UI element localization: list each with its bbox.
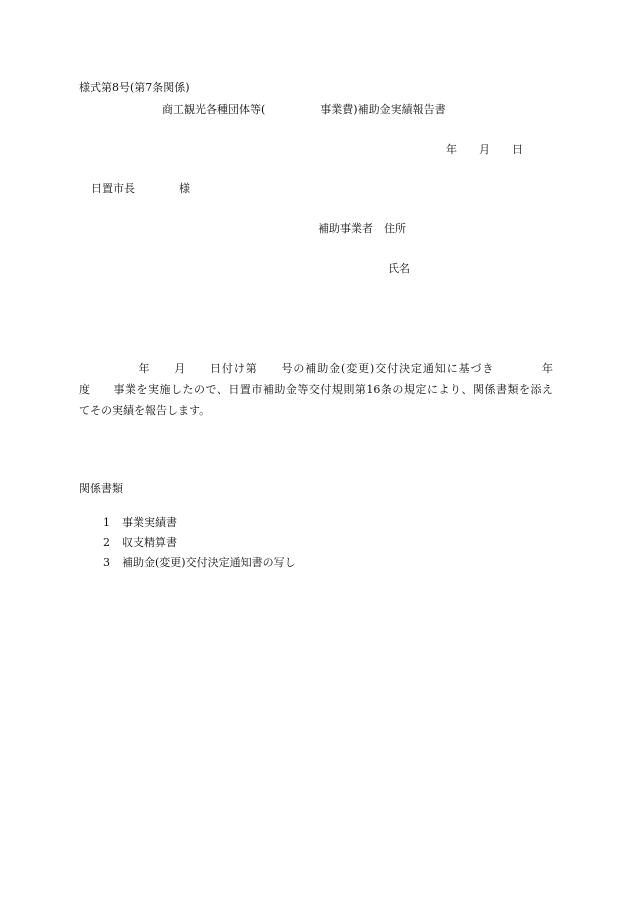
attachments-heading: 関係書類	[79, 482, 123, 495]
attachment-number: 2	[103, 536, 110, 549]
report-body-line: てその実績を報告します。	[79, 404, 211, 417]
report-body	[79, 358, 553, 421]
applicant-address-label: 補助事業者 住所	[318, 222, 406, 235]
report-body-line: 年 月 日付け第 号の補助金(変更)交付決定通知に基づき 年	[79, 362, 553, 375]
addressee: 日置市長 様	[91, 182, 190, 195]
attachment-item	[89, 542, 296, 584]
attachment-label: 補助金(変更)交付決定通知書の写し	[122, 556, 296, 569]
attachment-label: 事業実績書	[122, 516, 177, 529]
report-body-line: 度 事業を実施したので、日置市補助金等交付規則第16条の規定により、関係書類を添え	[79, 383, 553, 396]
attachment-number: 1	[103, 516, 110, 529]
attachment-label: 収支精算書	[122, 536, 177, 549]
date-line: 年 月 日	[446, 143, 523, 156]
document-title: 商工観光各種団体等( 事業費)補助金実績報告書	[162, 103, 446, 116]
form-number: 様式第8号(第7条関係)	[79, 81, 190, 94]
attachment-number: 3	[103, 556, 110, 569]
applicant-name-label: 氏名	[388, 262, 410, 275]
